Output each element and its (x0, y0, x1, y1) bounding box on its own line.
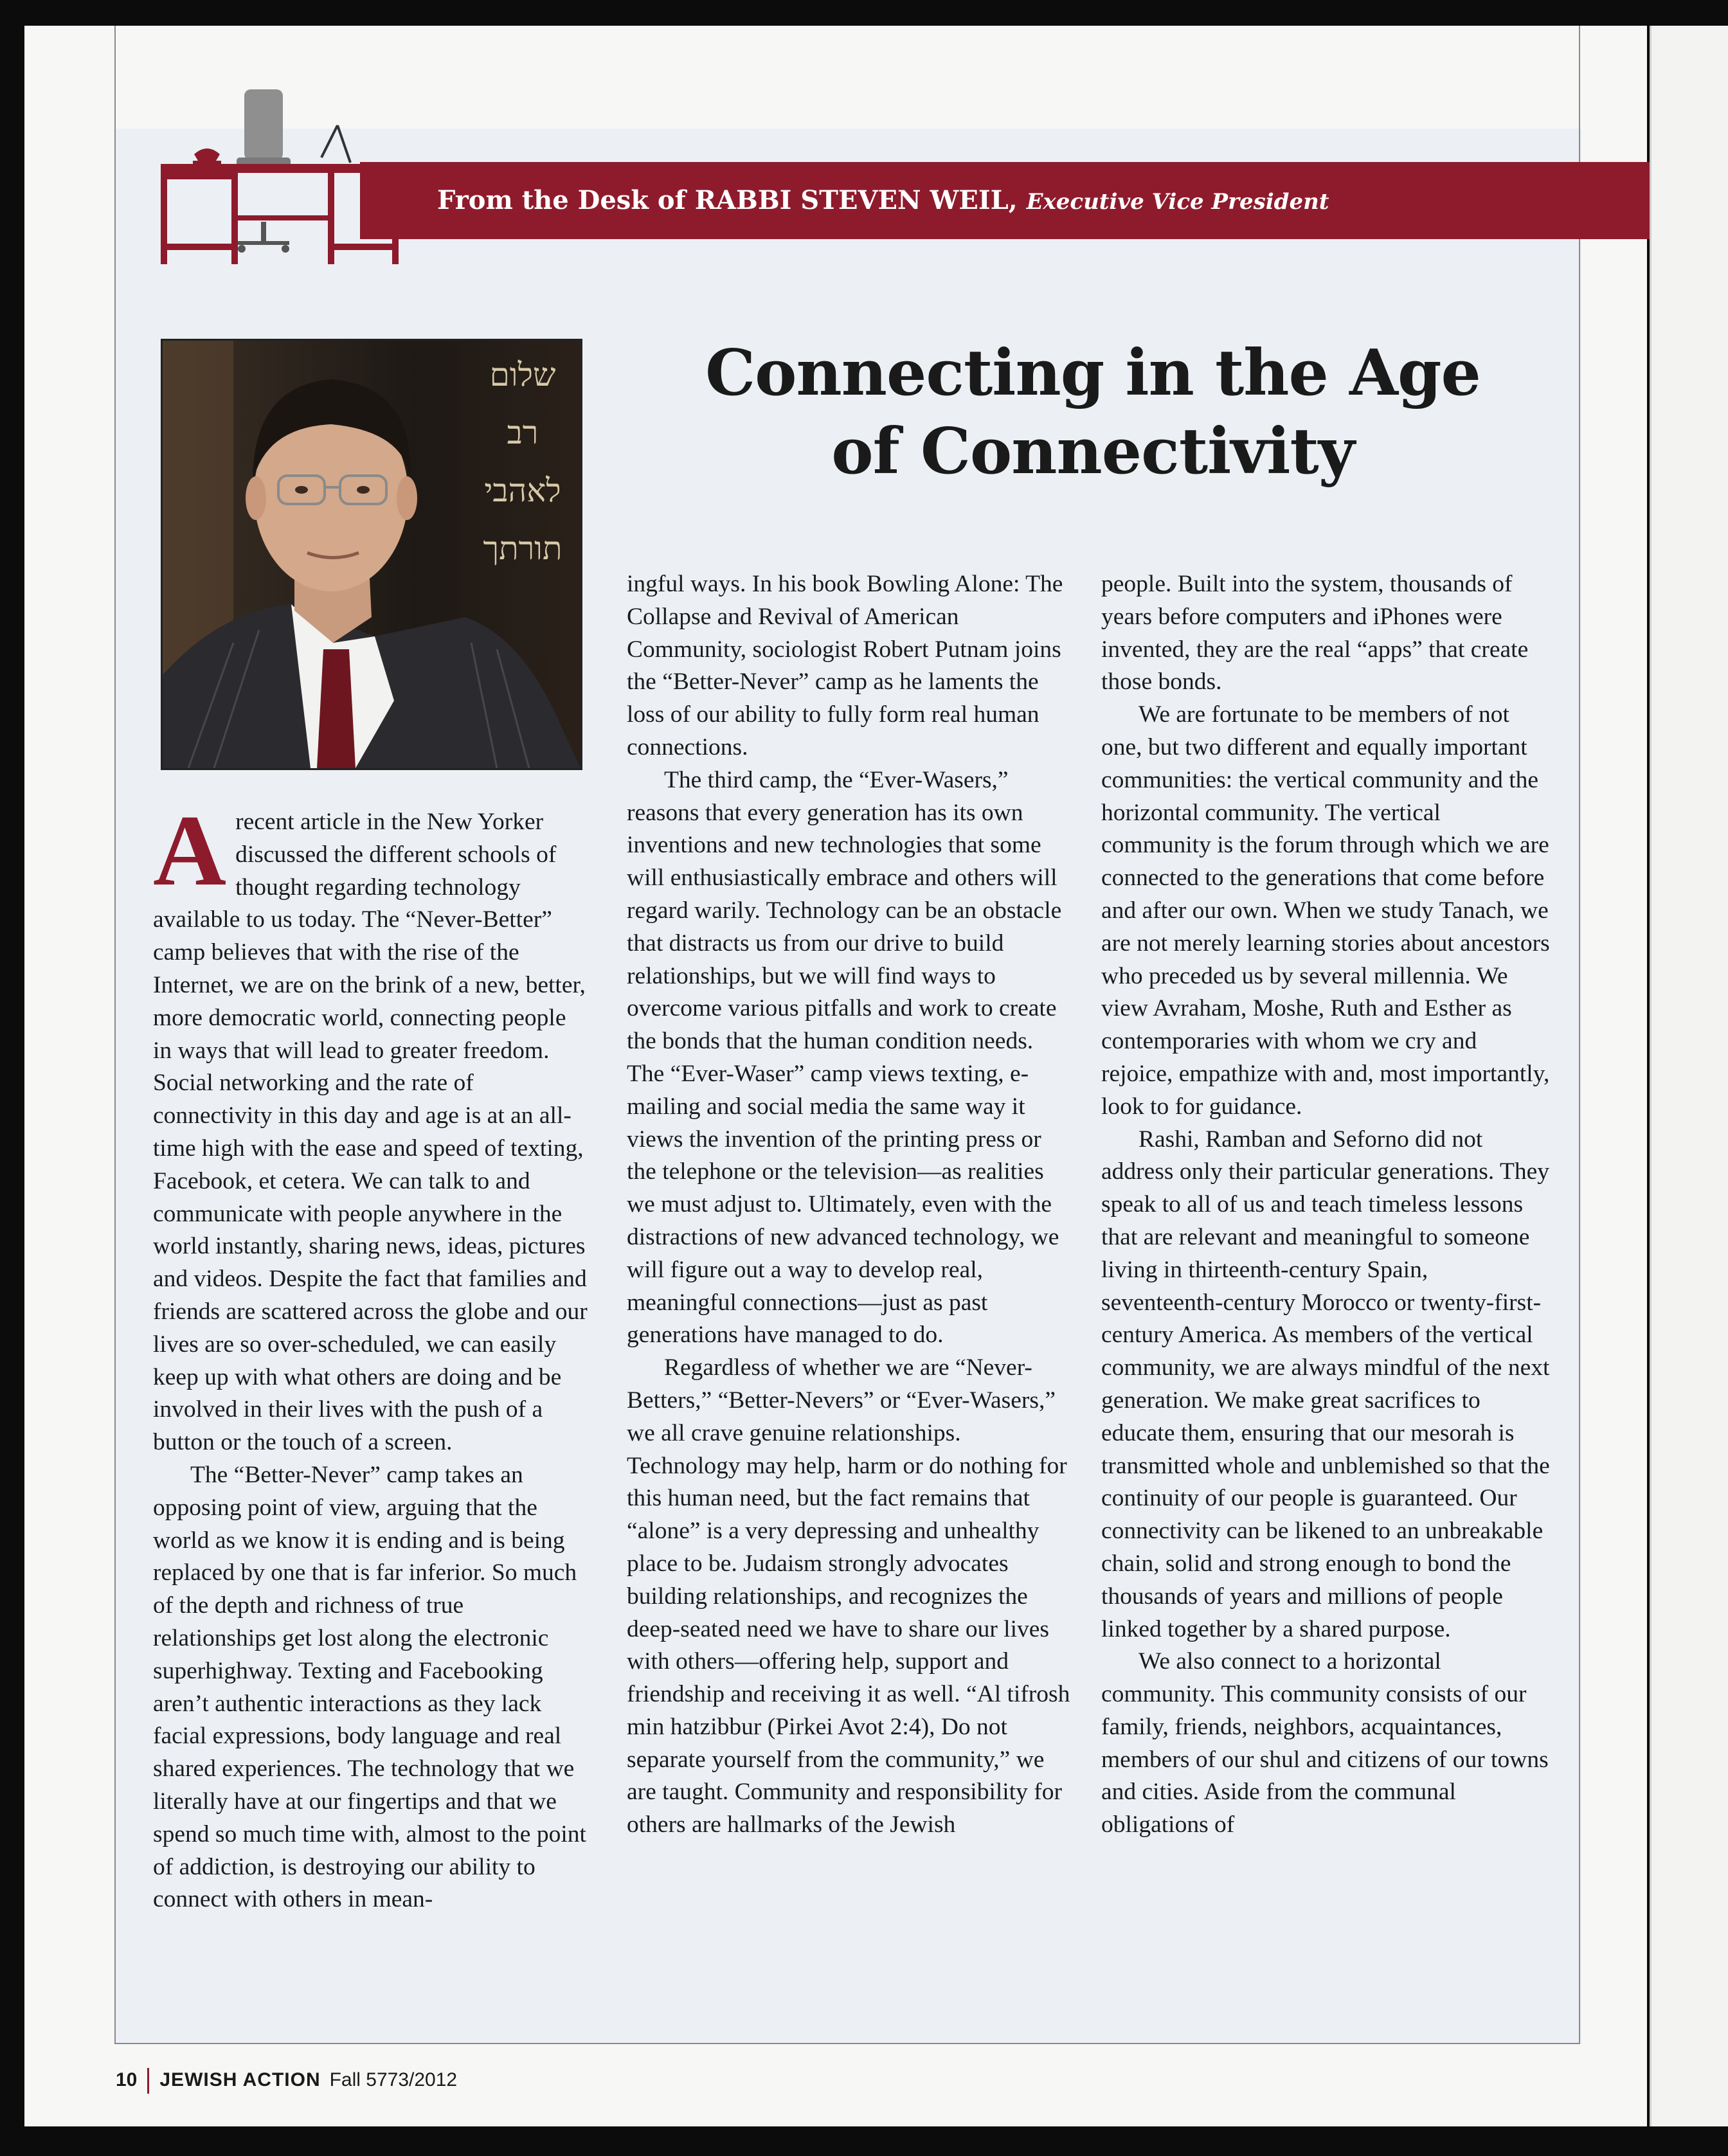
article-title-line-1: Connecting in the Age (705, 336, 1480, 410)
article-paragraph: We also connect to a horizontal community. This community consists of our family, friends, neighbors, acquaintances, members of our shul and citizens of our towns and cities. Aside from the communal obligations of (1101, 1648, 1549, 1838)
page-footer (116, 2068, 457, 2094)
paragraph-text: recent article in the New Yorker discussed the different schools of thought regarding technology available to us today. The “Never-Better” camp believes that with the rise of the Internet, we are on the brink of a new, better, more democratic world, connecting people in ways that will lead to greater freedom. Social networking and the rate of connectivity in this day and age is at an all-time high with the ease and speed of texting, Facebook, et cetera. We can talk to and communicate with people anywhere in the world instantly, sharing news, ideas, pictures and videos. Despite the fact that families and friends are scattered across the globe and our lives are so over-scheduled, we can easily keep up with what others are doing and be involved in their lives with the push of a button or the touch of a screen. (153, 809, 588, 1456)
author-photo (161, 339, 582, 770)
drop-cap: A (153, 795, 227, 907)
sign-line-2: רב (507, 414, 539, 451)
article-paragraph: The “Better-Never” camp takes an opposing point of view, arguing that the world as we know it is ending and is being replaced by one that is far inferior. So much of the depth and richness of true relationships get lost along the electronic superhighway. Texting and Facebooking aren’t authentic interactions as they lack facial expressions, body language and real shared experiences. The technology that we literally have at our fingertips and that we spend so much time with, almost to the point of addiction, is destroying our ability to connect with others in mean- (153, 1461, 586, 1913)
article-column-3 (1101, 568, 1551, 1842)
frame-line-bottom (114, 2043, 1580, 2044)
article-paragraph: ingful ways. In his book Bowling Alone: The Collapse and Revival of American Community, sociologist Robert Putnam joins the “Better-Never” camp as he laments the loss of our ability to fully form real human connections. (627, 571, 1063, 760)
footer-divider (147, 2068, 149, 2094)
page-number: 10 (116, 2069, 138, 2090)
article-paragraph (153, 795, 590, 1459)
article-paragraph: people. Built into the system, thousands of years before computers and iPhones were invented, they are the real “apps” that create those bonds. (1101, 571, 1529, 696)
sign-line-1: שלום (489, 356, 556, 393)
article-column-2 (627, 568, 1070, 1842)
article-column-1 (153, 795, 590, 1916)
header-role: Executive Vice President (1026, 189, 1329, 215)
issue-label: Fall 5773/2012 (329, 2069, 458, 2090)
frame-line-left (114, 26, 116, 2044)
header-name: RABBI STEVEN WEIL, (694, 185, 1018, 215)
article-title (643, 334, 1543, 491)
author-portrait-image (163, 341, 580, 768)
magazine-name: JEWISH ACTION (159, 2069, 321, 2090)
article-paragraph: Rashi, Ramban and Seforno did not address only their particular generations. They speak to all of us and teach timeless lessons that are relevant and meaningful to someone living in thirteenth-century Spain, seventeenth-century Morocco or twenty-first-century America. As members of the vertical community, we are always mindful of the next generation. We make great sacrifices to educate them, ensuring that our mesorah is transmitted whole and unblemished so that the continuity of our people is guaranteed. Our connectivity can be likened to an unbreakable chain, solid and strong enough to bond the thousands of years and millions of people linked together by a shared purpose. (1101, 1126, 1550, 1642)
header-prefix: From the Desk of (437, 185, 686, 215)
adjacent-page-edge (1650, 26, 1728, 2126)
article-paragraph: We are fortunate to be members of not one, but two different and equally important communities: the vertical community and the horizontal community. The vertical community is the forum through which we are connected to the generations that come before and after our own. When we study Tanach, we are not merely learning stories about ancestors who preceded us by several millennia. We view Avraham, Moshe, Ruth and Esther as contemporaries with whom we cry and rejoice, empathize with and, most importantly, look to for guidance. (1101, 701, 1550, 1120)
sign-line-3: לאהבי (484, 472, 561, 509)
header-title (437, 185, 1329, 215)
desk-icon (154, 80, 411, 267)
sign-line-4: תורתך (483, 530, 562, 567)
article-paragraph: Regardless of whether we are “Never-Betters,” “Better-Nevers” or “Ever-Wasers,” we all crave genuine relationships. Technology may help, harm or do nothing for this human need, but the fact remains that “alone” is a very depressing and unhealthy place to be. Judaism strongly advocates building relationships, and recognizes the deep-seated need we have to share our lives with others—offering help, support and friendship and receiving it as well. “Al tifrosh min hatzibbur (Pirkei Avot 2:4), Do not separate yourself from the community,” we are taught. Community and responsibility for others are hallmarks of the Jewish (627, 1354, 1070, 1838)
article-paragraph: The third camp, the “Ever-Wasers,” reasons that every generation has its own inventions and new technologies that some will enthusiastically embrace and others will regard warily. Technology can be an obstacle that distracts us from our drive to build relationships, but we will find ways to overcome various pitfalls and work to create the bonds that the human condition needs. The “Ever-Waser” camp views texting, e-mailing and social media the same way it views the invention of the printing press or the telephone or the television—as realities we must adjust to. Ultimately, even with the distractions of new advanced technology, we will figure out a way to develop real, meaningful connections—just as past generations have managed to do. (627, 766, 1062, 1349)
frame-line-right (1579, 26, 1580, 2044)
article-title-line-2: of Connectivity (831, 415, 1354, 489)
